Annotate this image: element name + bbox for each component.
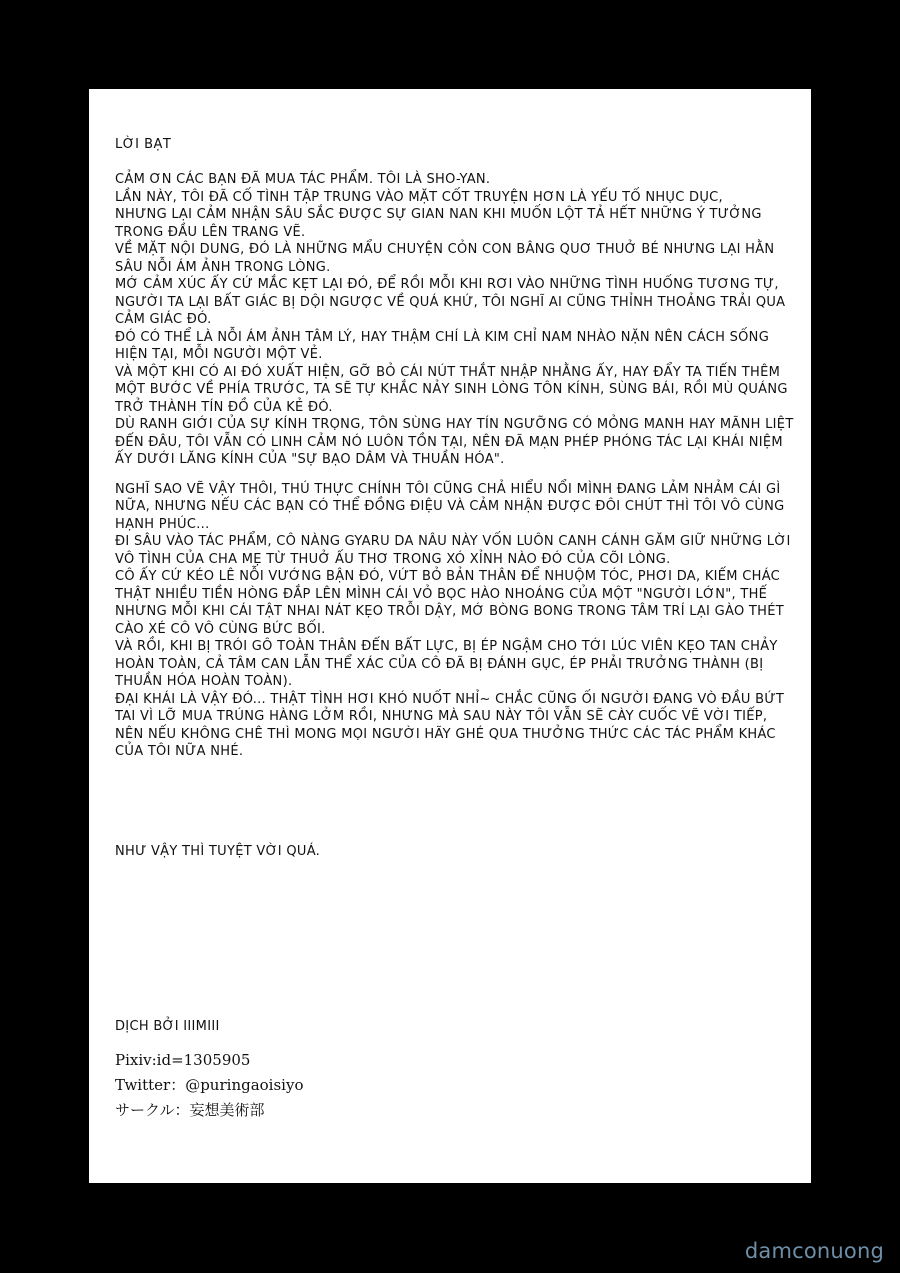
credits-block <box>115 1019 303 1123</box>
afterword-heading: LỜI BẠT <box>115 137 172 152</box>
paragraph-gap <box>115 469 795 481</box>
circle-credit: サークル：妄想美術部 <box>115 1101 265 1119</box>
closing-line: NHƯ VẬY THÌ TUYỆT VỜI QUÁ. <box>115 844 321 859</box>
pixiv-credit: Pixiv:id=1305905 <box>115 1051 251 1069</box>
afterword-body <box>115 171 795 761</box>
translator-credit: DỊCH BỞI IIIMIII <box>115 1019 220 1034</box>
watermark-text: damconuong <box>744 1239 884 1263</box>
paragraph-1: CẢM ƠN CÁC BẠN ĐÃ MUA TÁC PHẨM. TÔI LÀ SHO-YAN. LẦN NÀY, TÔI ĐÃ CỐ TÌNH TẬP TRUNG VÀO MẶT CỐT TRUYỆN HƠN LÀ YẾU TỐ NHỤC DỤC, NHƯNG LẠI CẢM NHẬN SÂU SẮC ĐƯỢC SỰ GIAN NAN KHI MUỐN LỘT TẢ HẾT NHỮNG Ý TƯỞNG TRONG ĐẦU LÊN TRANG VẼ. VỀ MẶT NỘI DUNG, ĐÓ LÀ NHỮNG MẨU CHUYỆN CỎN CON BÂNG QUƠ THUỞ BÉ NHƯNG LẠI HẰN SÂU NỖI ÁM ẢNH TRONG LÒNG. MỚ CẢM XÚC ẤY CỨ MẮC KẸT LẠI ĐÓ, ĐỂ RỒI MỖI KHI RƠI VÀO NHỮNG TÌNH HUỐNG TƯƠNG TỰ, NGƯỜI TA LẠI BẤT GIÁC BỊ DỘI NGƯỢC VỀ QUÁ KHỨ, TÔI NGHĨ AI CŨNG THỈNH THOẢNG TRẢI QUA CẢM GIÁC ĐÓ. ĐÓ CÓ THỂ LÀ NỖI ÁM ẢNH TÂM LÝ, HAY THẬM CHÍ LÀ KIM CHỈ NAM NHÀO NẶN NÊN CÁCH SỐNG HIỆN TẠI, MỖI NGƯỜI MỘT VẺ. VÀ MỘT KHI CÓ AI ĐÓ XUẤT HIỆN, GỠ BỎ CÁI NÚT THẮT NHẬP NHẰNG ẤY, HAY ĐẨY TA TIẾN THÊM MỘT BƯỚC VỀ PHÍA TRƯỚC, TA SẼ TỰ KHẮC NẢY SINH LÒNG TÔN KÍNH, SÙNG BÁI, RỒI MÙ QUÁNG TRỞ THÀNH TÍN ĐỒ CỦA KẺ ĐÓ. DÙ RANH GIỚI CỦA SỰ KÍNH TRỌNG, TÔN SÙNG HAY TÍN NGƯỠNG CÓ MỎNG MANH HAY MÃNH LIỆT ĐẾN ĐÂU, TÔI VẪN CÓ LINH CẢM NÓ LUÔN TỒN TẠI, NÊN ĐÃ MẠN PHÉP PHÓNG TÁC LẠI KHÁI NIỆM ẤY DƯỚI LĂNG KÍNH CỦA "SỰ BẠO DÂM VÀ THUẦN HÓA". <box>115 172 794 467</box>
document-page <box>89 89 811 1183</box>
twitter-credit: Twitter：@puringaoisiyo <box>115 1076 304 1094</box>
paragraph-2: NGHĨ SAO VẼ VẬY THÔI, THÚ THỰC CHÍNH TÔI CŨNG CHẢ HIỂU NỔI MÌNH ĐANG LẢM NHẢM CÁI GÌ NỮA, NHƯNG NẾU CÁC BẠN CÓ THỂ ĐỒNG ĐIỆU VÀ CẢM NHẬN ĐƯỢC ĐÔI CHÚT THÌ TÔI VÔ CÙNG HẠNH PHÚC... ĐI SÂU VÀO TÁC PHẨM, CÔ NÀNG GYARU DA NÂU NÀY VỐN LUÔN CANH CÁNH GĂM GIỮ NHỮNG LỜI VÔ TÌNH CỦA CHA MẸ TỪ THUỞ ẤU THƠ TRONG XÓ XỈNH NÀO ĐÓ CỦA CÕI LÒNG. CÔ ẤY CỨ KÉO LÊ NỖI VƯỚNG BẬN ĐÓ, VỨT BỎ BẢN THÂN ĐỂ NHUỘM TÓC, PHƠI DA, KIẾM CHÁC THẬT NHIỀU TIỀN HÒNG ĐẮP LÊN MÌNH CÁI VỎ BỌC HÀO NHOÁNG CỦA MỘT "NGƯỜI LỚN", THẾ NHƯNG MỖI KHI CÁI TẬT NHAI NÁT KẸO TRỖI DẬY, MỚ BÒNG BONG TRONG TÂM TRÍ LẠI GÀO THÉT CÀO XÉ CÔ VÔ CÙNG BỨC BỐI. VÀ RỒI, KHI BỊ TRÓI GÔ TOÀN THÂN ĐẾN BẤT LỰC, BỊ ÉP NGẬM CHO TỚI LÚC VIÊN KẸO TAN CHẢY HOÀN TOÀN, CẢ TÂM CAN LẪN THỂ XÁC CỦA CÔ ĐÃ BỊ ĐÁNH GỤC, ÉP PHẢI TRƯỞNG THÀNH (BỊ THUẦN HÓA HOÀN TOÀN). ĐẠI KHÁI LÀ VẬY ĐÓ... THẬT TÌNH HƠI KHÓ NUỐT NHỈ~ CHẮC CŨNG ỐI NGƯỜI ĐANG VÒ ĐẦU BỨT TAI VÌ LỠ MUA TRÚNG HÀNG LỞM RỒI, NHƯNG MÀ SAU NÀY TÔI VẪN SẼ CÀY CUỐC VẼ VỜI TIẾP, NÊN NẾU KHÔNG CHÊ THÌ MONG MỌI NGƯỜI HÃY GHÉ QUA THƯỞNG THỨC CÁC TÁC PHẨM KHÁC CỦA TÔI NỮA NHÉ. <box>115 481 791 759</box>
